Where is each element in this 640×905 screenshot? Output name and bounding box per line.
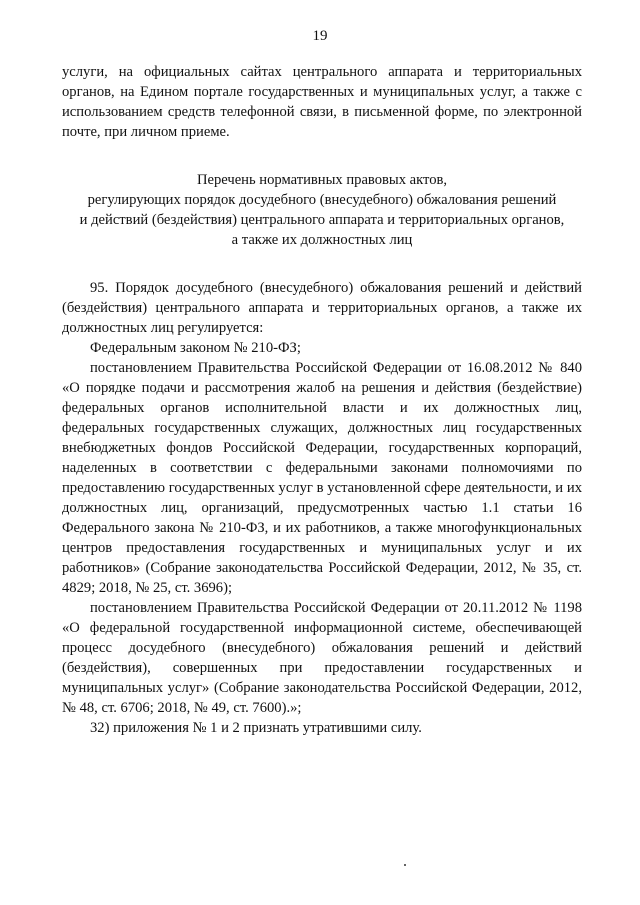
section-heading bbox=[62, 170, 582, 250]
paragraph-95: 95. Порядок досудебного (внесудебного) обжалования решений и действий (бездействия) центрального аппарата и территориальных органов, а также их должностных лиц регулируется: bbox=[62, 280, 582, 336]
item-32: 32) приложения № 1 и 2 признать утратившими силу. bbox=[90, 720, 422, 736]
page-number: 19 bbox=[312, 28, 328, 44]
document-body bbox=[62, 62, 582, 738]
intro-paragraph: услуги, на официальных сайтах центрального аппарата и территориальных органов, на Едином портале государственных и муниципальных услуг, а также с использованием средств телефонной связи, в письменной форме, по электронной почте, при личном приеме. bbox=[62, 64, 582, 140]
law-210-item: Федеральным законом № 210-ФЗ; bbox=[90, 340, 301, 356]
heading-line: регулирующих порядок досудебного (внесудебного) обжалования решений bbox=[87, 192, 557, 208]
heading-line: а также их должностных лиц bbox=[231, 232, 413, 248]
decree-1198-item: постановлением Правительства Российской Федерации от 20.11.2012 № 1198 «О федеральной государственной информационной системе, обеспечивающей процесс досудебного (внесудебного) обжалования решений и действий (бездействия), совершенных при предоставлении государственных и муниципальных услуг» (Собрание законодательства Российской Федерации, 2012, № 48, ст. 6706; 2018, № 49, ст. 7600).»; bbox=[62, 600, 582, 716]
heading-line: и действий (бездействия) центрального аппарата и территориальных органов, bbox=[79, 212, 565, 228]
heading-line: Перечень нормативных правовых актов, bbox=[196, 172, 448, 188]
decree-840-item: постановлением Правительства Российской Федерации от 16.08.2012 № 840 «О порядке подачи и рассмотрения жалоб на решения и действия (бездействие) федеральных органов исполнительной власти и их должностных лиц, федеральных государственных служащих, должностных лиц государственных внебюджетных фондов Российской Федерации, государственных корпораций, наделенных в соответствии с федеральными законами полномочиями по предоставлению государственных услуг в установленной сфере деятельности, и их должностных лиц, организаций, предусмотренных частью 1.1 статьи 16 Федерального закона № 210-ФЗ, и их работников, а также многофункциональных центров предоставления государственных и муниципальных услуг и их работников» (Собрание законодательства Российской Федерации, 2012, № 35, ст. 4829; 2018, № 25, ст. 3696); bbox=[62, 360, 582, 596]
scan-mark bbox=[404, 864, 406, 866]
